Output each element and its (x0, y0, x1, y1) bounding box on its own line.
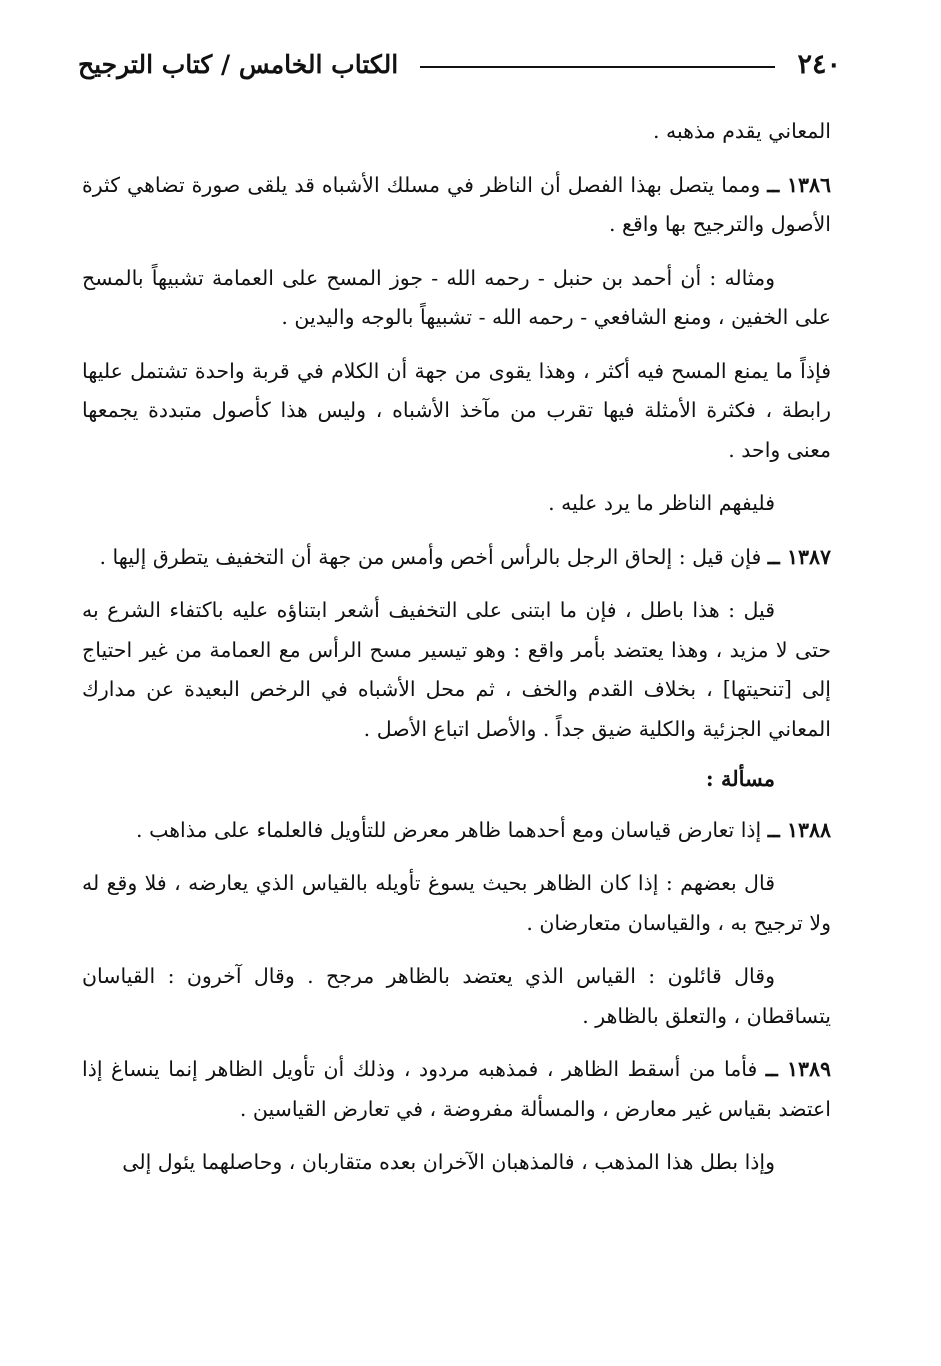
paragraph-text: ومما يتصل بهذا الفصل أن الناظر في مسلك الأشباه قد يلقى صورة تضاهي كثرة الأصول والترجيح بها واقع . (82, 172, 831, 236)
paragraph (82, 259, 831, 338)
paragraph (82, 1143, 831, 1183)
page-number: ٢٤٠ (797, 48, 841, 80)
numbered-paragraph (82, 166, 831, 245)
paragraph-text: المعاني يقدم مذهبه . (652, 119, 831, 143)
section-heading: مسألة : (705, 766, 775, 791)
numbered-paragraph (82, 1050, 831, 1129)
paragraph-number: ١٣٨٨ ــ (767, 817, 831, 842)
paragraph-text: فأما من أسقط الظاهر ، فمذهبه مردود ، وذلك أن تأويل الظاهر إنما ينساغ إذا اعتضد بقياس غير معارض ، والمسألة مفروضة ، في تعارض القياسين . (82, 1057, 831, 1121)
paragraph-text: فليفهم الناظر ما يرد عليه . (548, 491, 775, 515)
paragraph (82, 591, 831, 749)
paragraph-text: فإذاً ما يمنع المسح فيه أكثر ، وهذا يقوى من جهة أن الكلام في قربة واحدة تشتمل عليها رابطة ، فكثرة الأمثلة فيها تقرب من مآخذ الأشباه ، وليس هذا كأصول متبددة يجمعها معنى واحد . (82, 358, 831, 462)
paragraph-number: ١٣٨٦ ــ (767, 172, 831, 197)
paragraph (82, 864, 831, 943)
paragraph (82, 957, 831, 1036)
paragraph-text: وإذا بطل هذا المذهب ، فالمذهبان الآخران بعده متقاربان ، وحاصلهما يئول إلى (122, 1150, 775, 1174)
paragraph-text: قال بعضهم : إذا كان الظاهر بحيث يسوغ تأويله بالقياس الذي يعارضه ، فلا وقع له ولا ترجيح به ، والقياسان متعارضان . (82, 871, 831, 935)
paragraph-text: ومثاله : أن أحمد بن حنبل - رحمه الله - جوز المسح على العمامة تشبيهاً بالمسح على الخفين ، ومنع الشافعي - رحمه الله - تشبيهاً بالوجه واليدين . (82, 265, 831, 329)
paragraph-text: وقال قائلون : القياس الذي يعتضد بالظاهر مرجح . وقال آخرون : القياسان يتساقطان ، والتعلق بالظاهر . (82, 964, 831, 1028)
paragraph (82, 484, 831, 524)
page-header (78, 44, 841, 84)
paragraph (82, 352, 831, 471)
numbered-paragraph (82, 538, 831, 578)
header-rule (420, 66, 775, 68)
running-title: الكتاب الخامس / كتاب الترجيح (78, 49, 399, 79)
numbered-paragraph (82, 811, 831, 851)
paragraph (82, 112, 831, 152)
paragraph-text: إذا تعارض قياسان ومع أحدهما ظاهر معرض للتأويل فالعلماء على مذاهب . (136, 817, 762, 842)
paragraph-number: ١٣٨٧ ــ (767, 544, 831, 569)
paragraph-number: ١٣٨٩ ــ (765, 1057, 831, 1081)
paragraph-text: فإن قيل : إلحاق الرجل بالرأس أخص وأمس من جهة أن التخفيف يتطرق إليها . (99, 544, 762, 569)
body-text (82, 112, 831, 1197)
paragraph-text: قيل : هذا باطل ، فإن ما ابتنى على التخفيف أشعر ابتناؤه عليه باكتفاء الشرع به حتى لا مزيد ، وهذا يعتضد بأمر واقع : وهو تيسير مسح الرأس مع العمامة من غير احتياج إلى [تنحيتها] ، بخلاف القدم والخف ، ثم محل الأشباه في الرخص البعيدة عن مدارك المعاني الجزئية والكلية ضيق جداً . والأصل اتباع الأصل . (82, 598, 831, 741)
